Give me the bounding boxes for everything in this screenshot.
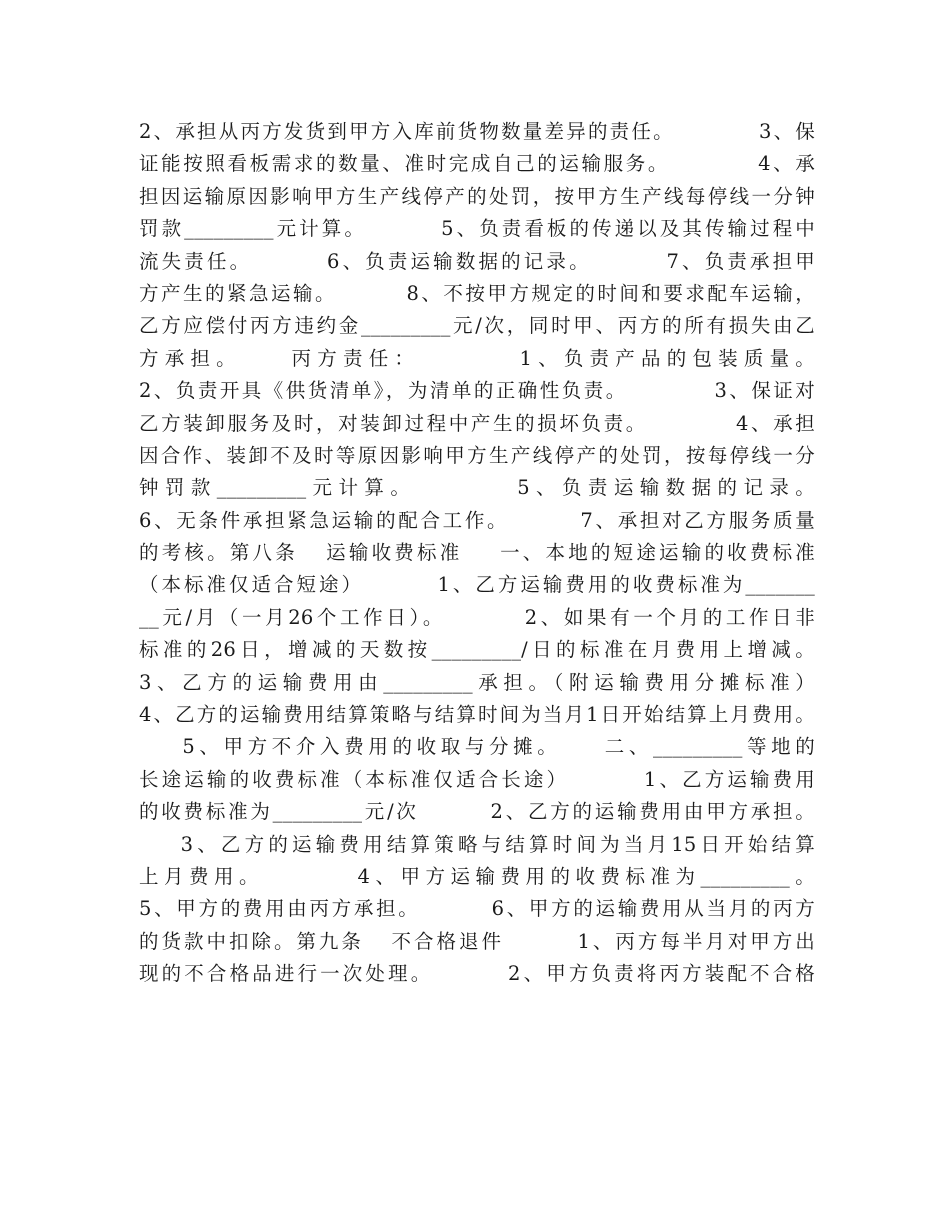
text-line: 担因运输原因影响甲方生产线停产的处罚，按甲方生产线每停线一分钟 [139,184,815,208]
text-line: 证能按照看板需求的数量、准时完成自己的运输服务。 4、承 [139,152,815,176]
text-line: 上月费用。 4、甲方运输费用的收费标准为_________。 [139,864,815,888]
text-line: 2、承担从丙方发货到甲方入库前货物数量差异的责任。 3、保 [139,120,815,143]
text-line: 的货款中扣除。第九条 不合格退件 1、丙方每半月对甲方出 [139,929,815,953]
text-line: 现的不合格品进行一次处理。 2、甲方负责将丙方装配不合格 [139,962,815,986]
text-line: 流失责任。 6、负责运输数据的记录。 7、负责承担甲 [139,249,815,273]
contract-text-body [139,116,815,991]
text-line: 2、负责开具《供货清单》，为清单的正确性负责。 3、保证对 [139,379,815,403]
text-line: __元/月（一月26个工作日）。 2、如果有一个月的工作日非 [139,605,815,629]
text-line: 方承担。 丙方责任： 1、负责产品的包装质量。 [139,346,815,370]
text-line: 标准的26日，增减的天数按_________/日的标准在月费用上增减。 [139,638,815,662]
text-line: 乙方装卸服务及时，对装卸过程中产生的损坏负责。 4、承担 [139,411,815,435]
text-line: 长途运输的收费标准（本标准仅适合长途） 1、乙方运输费用 [139,767,815,791]
text-line: 5、甲方不介入费用的收取与分摊。 二、_________等地的 [139,735,815,759]
text-line: 5、甲方的费用由丙方承担。 6、甲方的运输费用从当月的丙方 [139,897,815,921]
text-line: 罚款_________元计算。 5、负责看板的传递以及其传输过程中 [139,217,815,241]
text-line: 的收费标准为_________元/次 2、乙方的运输费用由甲方承担。 [139,800,815,824]
text-line: 6、无条件承担紧急运输的配合工作。 7、承担对乙方服务质量 [139,508,815,532]
text-line: 因合作、装卸不及时等原因影响甲方生产线停产的处罚，按每停线一分 [139,443,815,467]
text-line: 3、乙方的运输费用由_________承担。（附运输费用分摊标准） [139,670,815,694]
text-line: 的考核。第八条 运输收费标准 一、本地的短途运输的收费标准 [139,541,815,565]
text-line: 钟罚款_________元计算。 5、负责运输数据的记录。 [139,476,815,500]
text-line: 乙方应偿付丙方违约金_________元/次，同时甲、丙方的所有损失由乙 [139,314,815,338]
text-line: 4、乙方的运输费用结算策略与结算时间为当月1日开始结算上月费用。 [139,703,815,727]
text-line: 方产生的紧急运输。 8、不按甲方规定的时间和要求配车运输， [139,281,815,305]
text-line: （本标准仅适合短途） 1、乙方运输费用的收费标准为_______ [139,573,815,597]
text-line: 3、乙方的运输费用结算策略与结算时间为当月15日开始结算 [139,832,815,856]
